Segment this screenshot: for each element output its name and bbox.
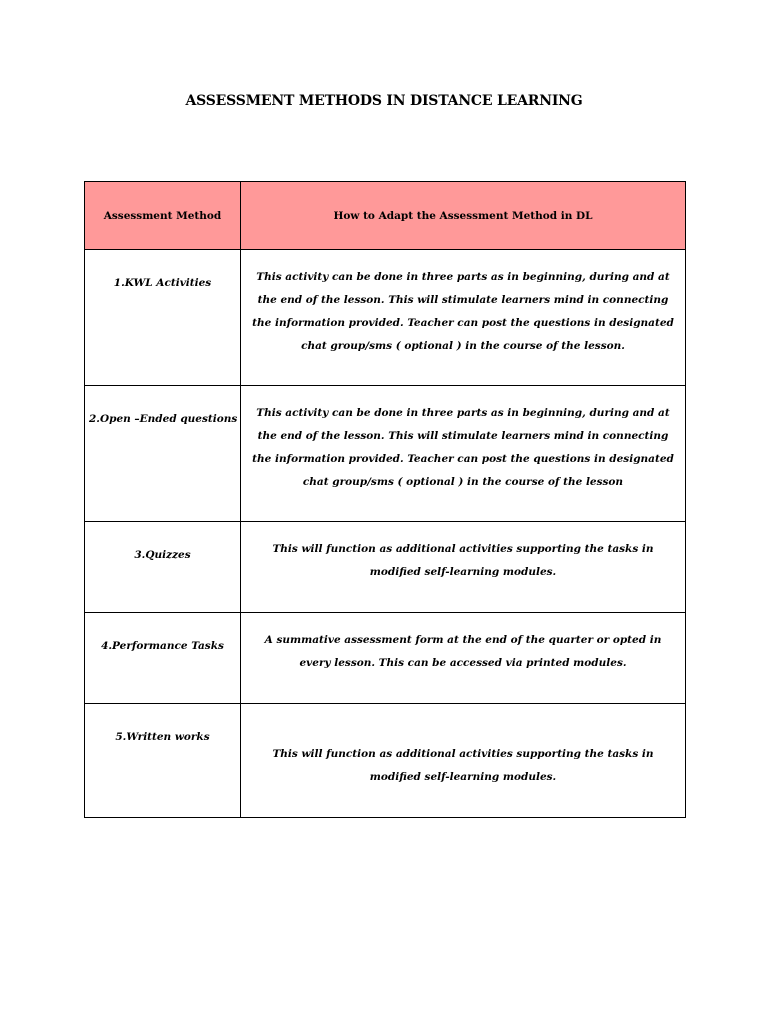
method-label: 2.Open –Ended questions [89,413,238,425]
table-row [85,522,686,613]
method-cell [85,250,241,386]
adaptation-text: This will function as additional activities supporting the tasks in modified self-learning modules. [272,543,654,578]
header-assessment-method: Assessment Method [85,182,241,250]
adaptation-text: This activity can be done in three parts as in beginning, during and at the end of the lesson. This will stimulate learners mind in connecting the information provided. Teacher can post the questions in designated chat group/sms ( optional ) in the course of the lesson [252,407,674,488]
method-cell [85,704,241,818]
assessment-methods-table [84,181,686,818]
method-label: 4.Performance Tasks [101,640,224,652]
adaptation-cell [241,522,686,613]
table-row [85,250,686,386]
method-cell [85,613,241,704]
method-cell [85,522,241,613]
method-label: 3.Quizzes [134,549,191,561]
header-how-to-adapt: How to Adapt the Assessment Method in DL [241,182,686,250]
table-row [85,704,686,818]
method-label: 1.KWL Activities [113,277,212,289]
adaptation-text: This will function as additional activities supporting the tasks in modified self-learning modules. [272,748,654,783]
table-header-row [85,182,686,250]
adaptation-cell [241,704,686,818]
adaptation-cell [241,386,686,522]
table-row [85,386,686,522]
adaptation-text: A summative assessment form at the end of the quarter or opted in every lesson. This can be accessed via printed modules. [264,634,662,669]
method-cell [85,386,241,522]
adaptation-cell [241,250,686,386]
adaptation-cell [241,613,686,704]
method-label: 5.Written works [115,731,210,743]
adaptation-text: This activity can be done in three parts as in beginning, during and at the end of the lesson. This will stimulate learners mind in connecting the information provided. Teacher can post the questions in designated chat group/sms ( optional ) in the course of the lesson. [252,271,674,352]
page-title: ASSESSMENT METHODS IN DISTANCE LEARNING [185,93,583,109]
table-row [85,613,686,704]
